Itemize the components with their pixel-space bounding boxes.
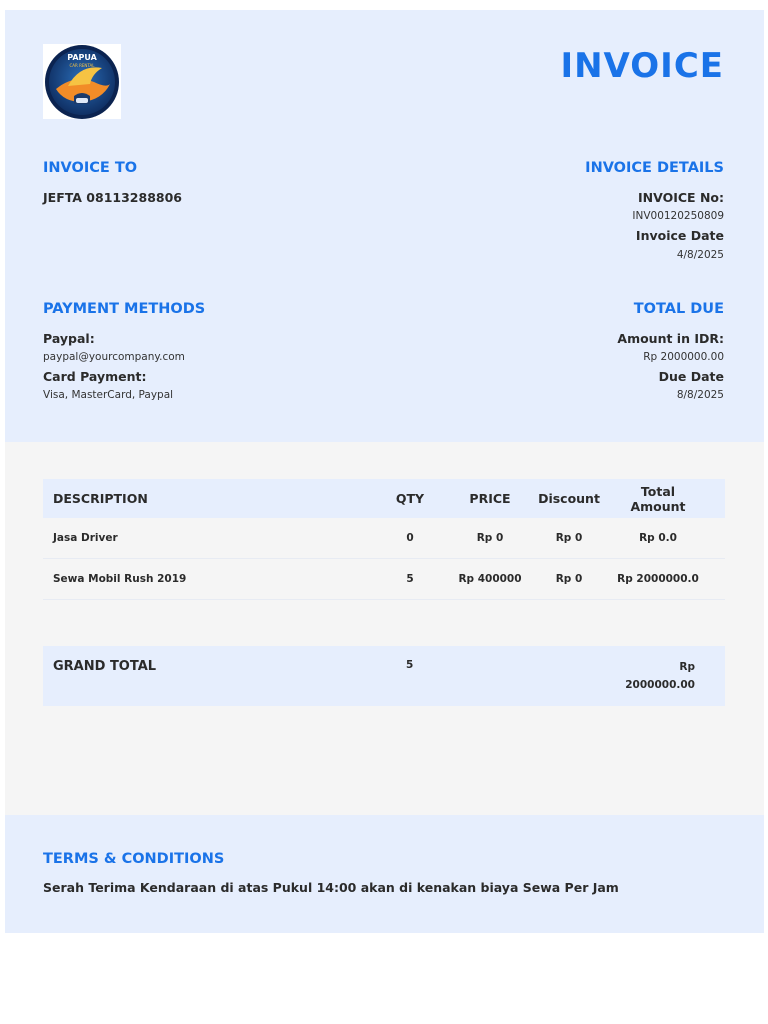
customer-name: JEFTA 08113288806 bbox=[43, 190, 182, 205]
row-discount: Rp 0 bbox=[555, 573, 583, 585]
row-total: Rp 0.0 bbox=[639, 532, 677, 544]
terms-heading: TERMS & CONDITIONS bbox=[43, 851, 225, 867]
row-description: Jasa Driver bbox=[53, 532, 118, 544]
terms-section bbox=[5, 815, 764, 933]
col-discount: Discount bbox=[538, 491, 600, 506]
amount-label: Amount in IDR: bbox=[617, 331, 724, 346]
row-price: Rp 400000 bbox=[458, 573, 522, 585]
col-description: DESCRIPTION bbox=[53, 491, 148, 506]
papua-car-rental-logo-icon bbox=[44, 44, 120, 120]
due-date-label: Due Date bbox=[658, 369, 724, 384]
paypal-label: Paypal: bbox=[43, 331, 95, 346]
company-logo bbox=[43, 44, 121, 119]
grand-total-row bbox=[43, 646, 725, 706]
row-description: Sewa Mobil Rush 2019 bbox=[53, 573, 187, 585]
table-header bbox=[43, 479, 725, 518]
invoice-number-label: INVOICE No: bbox=[638, 190, 724, 205]
table-row bbox=[43, 518, 725, 559]
grand-total-label: GRAND TOTAL bbox=[53, 659, 157, 674]
table-row bbox=[43, 559, 725, 600]
paypal-value: paypal@yourcompany.com bbox=[43, 351, 185, 363]
row-discount: Rp 0 bbox=[555, 532, 583, 544]
svg-text:PAPUA: PAPUA bbox=[67, 52, 97, 62]
invoice-to-heading: INVOICE TO bbox=[43, 160, 138, 176]
row-price: Rp 0 bbox=[476, 532, 504, 544]
due-date-value: 8/8/2025 bbox=[676, 389, 724, 401]
col-qty: QTY bbox=[395, 491, 425, 506]
row-qty: 0 bbox=[406, 532, 414, 544]
invoice-number-value: INV00120250809 bbox=[632, 210, 724, 222]
total-due-heading: TOTAL DUE bbox=[633, 301, 724, 317]
amount-value: Rp 2000000.00 bbox=[643, 351, 724, 363]
invoice-header bbox=[5, 10, 764, 442]
payment-methods-heading: PAYMENT METHODS bbox=[43, 301, 206, 317]
svg-text:CAR RENTAL: CAR RENTAL bbox=[69, 62, 95, 68]
terms-text: Serah Terima Kendaraan di atas Pukul 14:00 akan di kenakan biaya Sewa Per Jam bbox=[43, 880, 619, 895]
row-total: Rp 2000000.0 bbox=[617, 573, 699, 585]
row-qty: 5 bbox=[406, 573, 414, 585]
invoice-date-label: Invoice Date bbox=[635, 228, 724, 243]
col-total-amount: Total Amount bbox=[630, 483, 686, 514]
invoice-date-value: 4/8/2025 bbox=[676, 249, 724, 261]
invoice-details-heading: INVOICE DETAILS bbox=[585, 160, 724, 176]
col-price: PRICE bbox=[469, 491, 511, 506]
items-section bbox=[5, 442, 764, 815]
grand-total-amount bbox=[615, 658, 695, 694]
grand-total-qty: 5 bbox=[406, 659, 414, 671]
grand-total-value: 2000000.00 bbox=[625, 679, 695, 691]
card-payment-label: Card Payment: bbox=[43, 369, 147, 384]
invoice-title: INVOICE bbox=[560, 46, 724, 86]
grand-total-currency: Rp bbox=[679, 661, 695, 673]
items-table bbox=[43, 479, 725, 600]
card-payment-value: Visa, MasterCard, Paypal bbox=[43, 389, 174, 401]
